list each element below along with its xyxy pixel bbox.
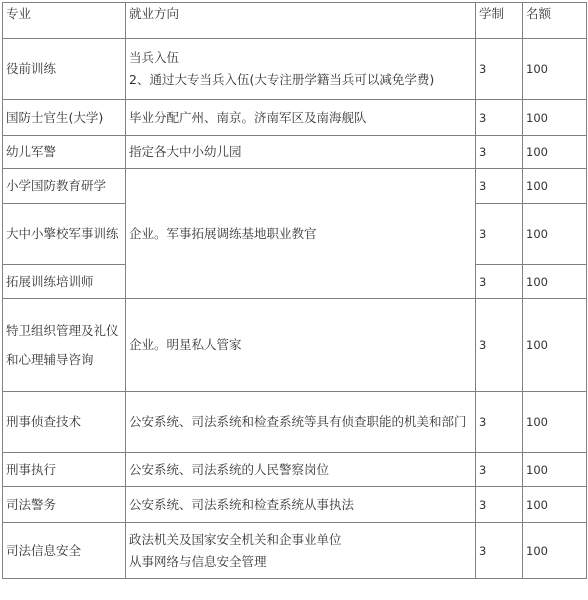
table-row: [3, 39, 587, 100]
quota-cell: 100: [523, 100, 587, 136]
table-row: [3, 487, 587, 523]
major-cell: 役前训练: [3, 39, 126, 100]
years-cell: 3: [476, 265, 523, 299]
direction-cell: 企业。军事拓展调练基地职业教官: [126, 169, 476, 299]
major-cell: 司法信息安全: [3, 523, 126, 579]
quota-cell: 100: [523, 39, 587, 100]
table-row: [3, 453, 587, 487]
table-header-row: [3, 3, 587, 39]
years-cell: 3: [476, 299, 523, 392]
direction-cell: 公安系统、司法系统和检查系统等具有侦查职能的机美和部门: [126, 392, 476, 453]
direction-cell: [126, 39, 476, 100]
direction-line: 当兵入伍: [129, 50, 180, 65]
years-cell: 3: [476, 453, 523, 487]
years-cell: 3: [476, 487, 523, 523]
major-cell: 刑事侦查技术: [3, 392, 126, 453]
majors-table: [2, 2, 587, 579]
major-cell: 拓展训练培训师: [3, 265, 126, 299]
direction-line: 从事网络与信息安全管理: [129, 553, 267, 569]
years-cell: 3: [476, 169, 523, 204]
quota-cell: 100: [523, 453, 587, 487]
major-cell: 大中小擎校军事训练: [3, 204, 126, 265]
quota-cell: 100: [523, 204, 587, 265]
header-major: 专业: [3, 3, 126, 39]
quota-cell: 100: [523, 265, 587, 299]
years-cell: 3: [476, 204, 523, 265]
table-row: [3, 523, 587, 579]
major-line: 特卫组织管理及礼仪: [6, 323, 119, 338]
major-cell: 小学国防教育研学: [3, 169, 126, 204]
table-row: [3, 392, 587, 453]
years-cell: 3: [476, 39, 523, 100]
quota-cell: 100: [523, 169, 587, 204]
quota-cell: 100: [523, 523, 587, 579]
quota-cell: 100: [523, 299, 587, 392]
major-cell: [3, 299, 126, 392]
direction-cell: [126, 523, 476, 579]
quota-cell: 100: [523, 392, 587, 453]
header-years: 学制: [476, 3, 523, 39]
direction-cell: 公安系统、司法系统的人民警察岗位: [126, 453, 476, 487]
direction-cell: 企业。明星私人管家: [126, 299, 476, 392]
direction-line: 政法机关及国家安全机关和企事业单位: [129, 531, 342, 547]
quota-cell: 100: [523, 487, 587, 523]
years-cell: 3: [476, 136, 523, 169]
table-row: [3, 299, 587, 392]
quota-cell: 100: [523, 136, 587, 169]
major-cell: 国防士官生(大学): [3, 100, 126, 136]
direction-cell: 公安系统、司法系统和检查系统从事执法: [126, 487, 476, 523]
major-cell: 刑事执行: [3, 453, 126, 487]
direction-line: 2、通过大专当兵入伍(大专注册学籍当兵可以减免学费): [129, 72, 435, 87]
years-cell: 3: [476, 392, 523, 453]
table-row: [3, 169, 587, 204]
direction-cell: 指定各大中小幼儿园: [126, 136, 476, 169]
header-quota: 名额: [523, 3, 587, 39]
major-cell: 幼儿军警: [3, 136, 126, 169]
major-cell: 司法警务: [3, 487, 126, 523]
major-line: 和心理辅导咨询: [6, 352, 94, 367]
header-direction: 就业方向: [126, 3, 476, 39]
table-row: [3, 100, 587, 136]
years-cell: 3: [476, 523, 523, 579]
table-row: [3, 136, 587, 169]
direction-cell: 毕业分配广州、南京。济南军区及南海舰队: [126, 100, 476, 136]
years-cell: 3: [476, 100, 523, 136]
